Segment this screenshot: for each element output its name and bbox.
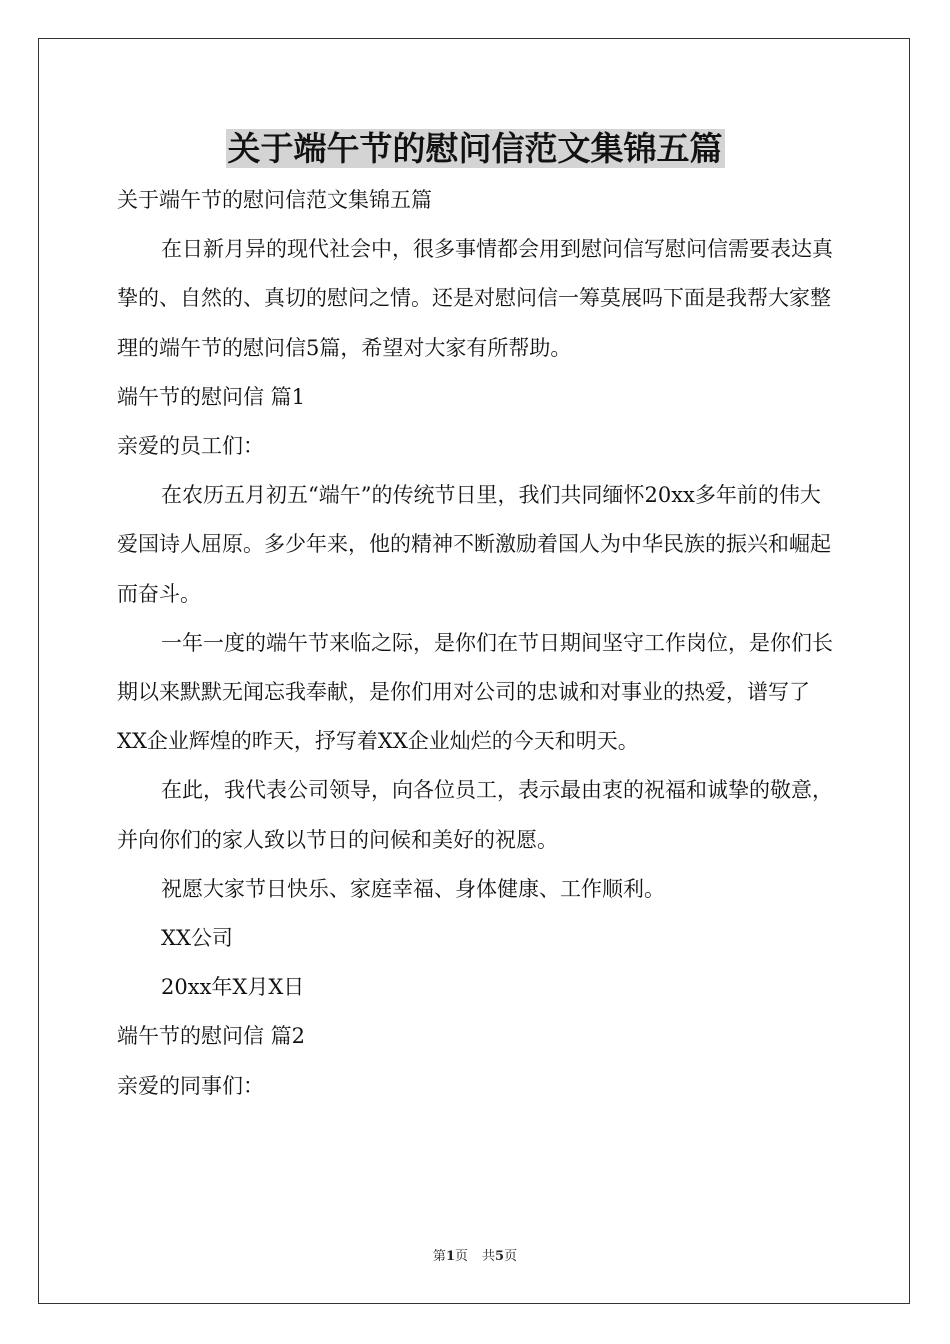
paragraph: 关于端午节的慰问信范文集锦五篇 xyxy=(117,188,432,212)
signature-date: 20xx年X月X日 xyxy=(161,975,305,1000)
document-title xyxy=(0,124,950,174)
document-title-text: 关于端午节的慰问信范文集锦五篇 xyxy=(227,129,723,168)
signature-company: XX公司 xyxy=(161,926,233,951)
document-body xyxy=(117,176,837,1111)
paragraph: 在农历五月初五“端午”的传统节日里，我们共同缅怀20xx多年前的伟大爱国诗人屈原。多少年来，他的精神不断激励着国人为中华民族的振兴和崛起而奋斗。 xyxy=(117,483,831,606)
page-number-prefix: 第 xyxy=(432,1249,446,1264)
page-total-suffix: 页 xyxy=(504,1249,518,1264)
paragraph: 一年一度的端午节来临之际，是你们在节日期间坚守工作岗位，是你们长期以来默默无闻忘我奉献，是你们用对公司的忠诚和对事业的热爱，谱写了XX企业辉煌的昨天，抒写着XX企业灿烂的今天和明天。 xyxy=(117,630,833,754)
page-number-current: 1 xyxy=(445,1249,455,1264)
paragraph: 在日新月异的现代社会中，很多事情都会用到慰问信写慰问信需要表达真挚的、自然的、真切的慰问之情。还是对慰问信一筹莫展吗下面是我帮大家整理的端午节的慰问信5篇，希望对大家有所帮助。 xyxy=(117,237,833,360)
salutation: 亲爱的员工们： xyxy=(117,434,264,459)
page-total-prefix: 共 xyxy=(482,1249,496,1264)
page-number-total: 5 xyxy=(495,1249,505,1264)
page-number-suffix: 页 xyxy=(454,1249,468,1264)
paragraph: 祝愿大家节日快乐、家庭幸福、身体健康、工作顺利。 xyxy=(161,876,665,901)
section-heading: 端午节的慰问信 篇1 xyxy=(117,384,306,409)
page-footer xyxy=(0,1247,950,1267)
paragraph: 在此，我代表公司领导，向各位员工，表示最由衷的祝福和诚挚的敬意，并向你们的家人致以节日的问候和美好的祝愿。 xyxy=(117,778,833,852)
section-heading: 端午节的慰问信 篇2 xyxy=(117,1024,306,1049)
salutation: 亲爱的同事们： xyxy=(117,1073,264,1098)
